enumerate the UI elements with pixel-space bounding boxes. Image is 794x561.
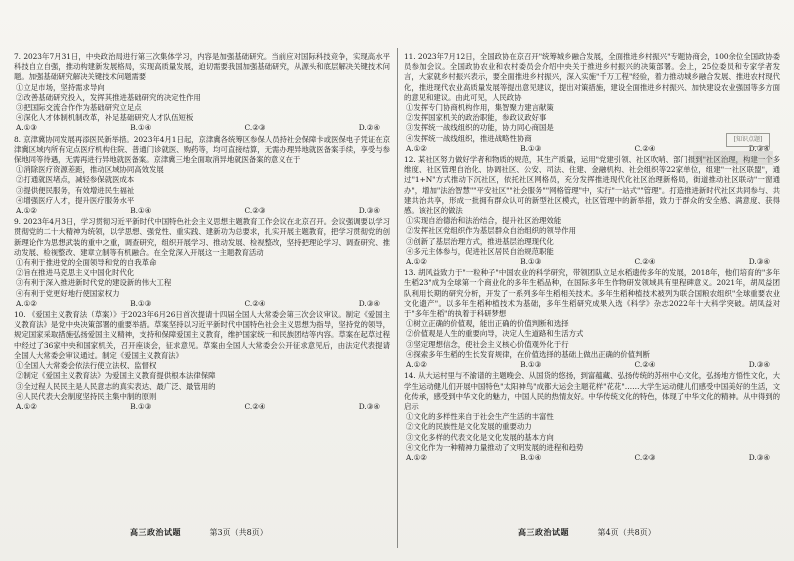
question-stem: 13. 胡风益致力于"一粒种子"中国农业的科学研究，带领团队立足水稻遗传多年的发展，2018年，他们培育的"多年生稻23"成为全球第一个商业化的多年生稻品种，在国际多年生作物研发领域具有里程碑意义。2021年，胡凤益团队利用长期的研究分析，开发了一系列多年生稻相关技术。多年生稻种植技术被列为联合国粮农组织"全球重要农业文化遗产"。以多年生稻种植技术为基础，多年生稻研究成果入选《科学》杂志2022年十大科学突破。胡凤益对于"多年生稻"的执着于科研梦想 <box>404 268 780 319</box>
statement-option: ②打通就医堵点，减轻参保就医成本 <box>16 175 135 185</box>
statement-option: ④文化作为一种精神力量推动了文明发展的进程和趋势 <box>406 442 584 452</box>
statement-option: ③坚定理想信念，使社会主义核心价值观外化于行 <box>406 339 569 349</box>
answer-choices <box>406 360 770 370</box>
question-block <box>404 155 780 267</box>
answer-choice: B.①④ <box>130 206 152 216</box>
statement-option: ④人民代表大会制度坚持民主集中制的原则 <box>16 391 157 401</box>
answer-choice: B.①④ <box>520 452 542 462</box>
answer-choice: C.②④ <box>244 298 266 308</box>
answer-choice: D.③④ <box>748 143 770 153</box>
statement-option: ②发挥国家机关的政治职能，参政议政好事 <box>406 113 547 123</box>
answer-choice: C.②④ <box>634 360 656 370</box>
statement-option: ③创新了基层治理方式，推进基层治理现代化 <box>406 236 554 246</box>
question-block <box>404 268 780 370</box>
question-stem: 7. 2023年7月31日，中央政治局进行第三次集体学习，内容是加强基础研究。当前应对国际科技竞争，实现高水平科技自立自强，推动构建新发展格局，实现高质量发展，迫切需要我国加强基础研究，从源头和底层解决关键技术问题。加强基础研究解决关键技术问题需要 <box>14 52 390 82</box>
answer-choice: A.①③ <box>16 123 37 133</box>
answer-choice: B.①③ <box>520 257 542 267</box>
scan-shade <box>693 151 773 165</box>
answer-choices <box>16 123 380 133</box>
statement-option: ①文化的多样性来自于社会生产生活的丰富性 <box>406 412 554 422</box>
answer-choice: C.②③ <box>244 206 266 216</box>
statement-option: ①实现自治德治和法治结合，提升社区治理效能 <box>406 216 562 226</box>
answer-choice: A.①② <box>406 360 427 370</box>
statement-option: ④增强医疗人才，提升医疗服务水平 <box>16 195 135 205</box>
margin-stamp: [知识点题] <box>726 133 770 147</box>
question-stem: 12. 某社区努力做好学者和物质的规范，其生产质量，运用"党建引领、社区吹哨、部门报到"社区治理，构建一个多维度、社区管理自治化、协调社区、公安、司法、住建、金融机构、社会组织等22家单位，组建"一社区联盟"，通过"1+N"方式推动下沉社区，依托社区网格员，充分发挥推进现代化社区治理新格局，街道推动社区联动"一窗通办"，增加"法治智慧""平安社区""社会服务""网格管理"中，实行"一站式""管理"。打造推进新时代社区共同参与、共建共治共享，形成一批拥有群众认可的新型社区模式，社区管理中的新举措，致力于群众的安全感、满意度、获得感。该社区的做法 <box>404 155 780 216</box>
answer-choice: D.③④ <box>358 206 380 216</box>
statement-option: ②文化的民族性是文化发展的重要动力 <box>406 422 532 432</box>
statement-option: ①有利于推进党的全面领导和党的自我革命 <box>16 258 157 268</box>
question-block <box>404 371 780 463</box>
statement-option: ④发挥统一战线组织，推进战略性协商 <box>406 133 532 143</box>
right-footer <box>518 527 656 538</box>
answer-choice: D.③④ <box>358 401 380 411</box>
answer-choice: D.③④ <box>748 452 770 462</box>
answer-choice: D.②④ <box>358 123 380 133</box>
statement-option: ②发挥社区党组织作为基层群众自治组织的领导作用 <box>406 226 576 236</box>
answer-choices <box>16 206 380 216</box>
statement-option: ③文化多样的代表文化是文化发展的基本方向 <box>406 432 554 442</box>
statement-option: ③发挥统一战线组织的功能，协力同心商国是 <box>406 123 554 133</box>
right-page <box>404 52 780 522</box>
left-page <box>14 52 390 522</box>
question-stem: 10. 《爱国主义教育法（草案）》于2023年6月26日首次提请十四届全国人大常委会第三次会议审议。制定《爱国主义教育法》是党中央决策部署的重要举措。草案坚持以习近平新时代中国特色社会主义思想为指导，坚持党的领导，规定国家采取措施弘扬爱国主义精神，支持和保障爱国主义教育，维护国家统一和民族团结等内容。草案在起草过程中经过了36家中央和国家机关，召开座谈会，征求意见。草案由全国人大常委会公开征求意见后，由法定代表提请全国人大常委会审议通过。制定《爱国主义教育法》 <box>14 310 390 360</box>
answer-choice: B.①③ <box>130 401 152 411</box>
answer-choice: A.①② <box>16 401 37 411</box>
statement-option: ②改善基础研究投入，发挥其推进基础研究的决定性作用 <box>16 92 201 102</box>
statement-option: ①立足市场，坚持需求导向 <box>16 82 105 92</box>
answer-choice: C.②④ <box>244 401 266 411</box>
answer-choices <box>406 257 770 267</box>
statement-option: ①全国人大常委会依法行使立法权、监督权 <box>16 361 157 371</box>
answer-choice: C.②④ <box>634 257 656 267</box>
right-question-list <box>404 52 780 463</box>
question-block <box>14 52 390 134</box>
question-block <box>14 217 390 309</box>
answer-choice: D.③④ <box>748 257 770 267</box>
answer-choice: A.①② <box>16 298 37 308</box>
answer-choices <box>406 453 770 463</box>
answer-choice: A.①② <box>406 452 427 462</box>
answer-choice: B.①③ <box>520 143 542 153</box>
statement-option: ①发挥专门协商机构作用，集智聚力建言献策 <box>406 103 554 113</box>
answer-choices <box>16 402 380 412</box>
right-footer-page: 第4页（共8页） <box>597 528 656 537</box>
answer-choice: C.②③ <box>634 452 656 462</box>
answer-choice: D.③④ <box>748 360 770 370</box>
answer-choices <box>16 299 380 309</box>
question-stem: 11. 2023年7月12日，全国政协在京召开"统筹城乡融合发展，全面推进乡村振兴"专题协商会，100余位全国政协委员参加会议。全国政协农业和农村委员会介绍中央关于推进乡村振兴的决策部署。会上，25位委员和专家学者发言，大家就乡村振兴表示，要全面推进乡村振兴，深入实施"千万工程"经验，着力推动城乡融合发展、推进农村现代化，推进现代农业高质量发展等提出意见建议，提出对策措施，建设全面推进乡村振兴、加快建设农业强国等多方面的意见和建议。由此可见，人民政协 <box>404 52 780 102</box>
statement-option: ③全过程人民民主是人民意志的真实表达、最广泛、最管用的 <box>16 381 216 391</box>
answer-choice: B.①③ <box>520 360 542 370</box>
question-block <box>404 52 780 154</box>
question-block <box>14 135 390 217</box>
statement-option: ④深化人才体制机制改革，补足基础研究人才队伍短板 <box>16 113 194 123</box>
statement-option: ②制定《爱国主义教育法》为爱国主义教育提供根本法律保障 <box>16 371 216 381</box>
left-footer-title: 高三政治试题 <box>130 527 181 537</box>
question-block <box>14 310 390 412</box>
question-stem: 9. 2023年4月3日，学习贯彻习近平新时代中国特色社会主义思想主题教育工作会议在北京召开。会议强调要以学习贯彻党的二十大精神为统领，以学思想、强党性、重实践、建新功为总要求，扎实开展主题教育，把学习贯彻党的创新理论作为思想武装的重中之重，调查研究，组织开展学习、推动发展、检视整改，坚持把理论学习、调查研究、推动发展、检视整改、建章立制等有机融合。在全党深入开展这一主题教育活动 <box>14 217 390 257</box>
question-stem: 8. 京津冀协同发展再添医民新举措。2023年4月1日起，京津冀各统筹区参保人员持社会保障卡或医保电子凭证在京津冀区域内所有定点医疗机构住院、普通门诊就医、购药等，均可直接结算，无需办理异地就医备案手续，享受与参保地同等待遇，无需再进行异地就医备案。京津冀三地全面取消异地就医备案的意义在于 <box>14 134 390 165</box>
statement-option: ②旨在推进马克思主义中国化时代化 <box>16 268 135 278</box>
statement-option: ①消除医疗资源差距，推动区域协同高效发展 <box>16 165 164 175</box>
right-footer-title: 高三政治试题 <box>518 527 569 537</box>
answer-choice: A.①② <box>406 257 427 267</box>
question-stem: 14. 从大运村里与不渝谱的主题晚会、从国货的悠扬，到富蕴藏、弘扬传统的苏州中心文化，弘扬地方悟性文化，大学生运动健儿们开展中国特色"太阳神鸟"成都大运会主题花样"花花"……大学生运动健儿们感受中国美好的生活，文化传承，感受到中华文化的魅力，中国人民的热情友好。中华传统文化的特色，体现了中华文化的精神。从中得到的启示 <box>404 371 780 411</box>
statement-option: ④多元主体参与，促进社区居民自治规范职能 <box>406 246 554 256</box>
left-footer <box>130 527 268 538</box>
statement-option: ③把国际交流合作作为基础研究立足点 <box>16 103 142 113</box>
statement-option: ④探索多年生稻的生长发育规律，在价值选择的基础上做出正确的价值判断 <box>406 349 650 359</box>
statement-option: ③有利于深入推进新时代党的建设新的伟大工程 <box>16 278 172 288</box>
left-footer-page: 第3页（共8页） <box>209 528 268 537</box>
answer-choice: A.①② <box>16 206 37 216</box>
left-question-list <box>14 52 390 412</box>
statement-option: ④有利于党更好地行使国家权力 <box>16 288 120 298</box>
answer-choice: C.②③ <box>244 123 266 133</box>
answer-choice: C.②④ <box>634 143 656 153</box>
page-divider <box>397 48 398 548</box>
statement-option: ①树立正确的价值观，能出正确的价值判断和选择 <box>406 319 569 329</box>
answer-choice: D.③④ <box>358 298 380 308</box>
answer-choice: B.①④ <box>130 123 152 133</box>
answer-choice: A.①② <box>406 143 427 153</box>
answer-choice: B.①③ <box>130 298 152 308</box>
statement-option: ②价值观是人生的重要向导，决定人生道路和生活方式 <box>406 329 584 339</box>
statement-option: ③提供便民服务，有效增进民生福祉 <box>16 185 135 195</box>
